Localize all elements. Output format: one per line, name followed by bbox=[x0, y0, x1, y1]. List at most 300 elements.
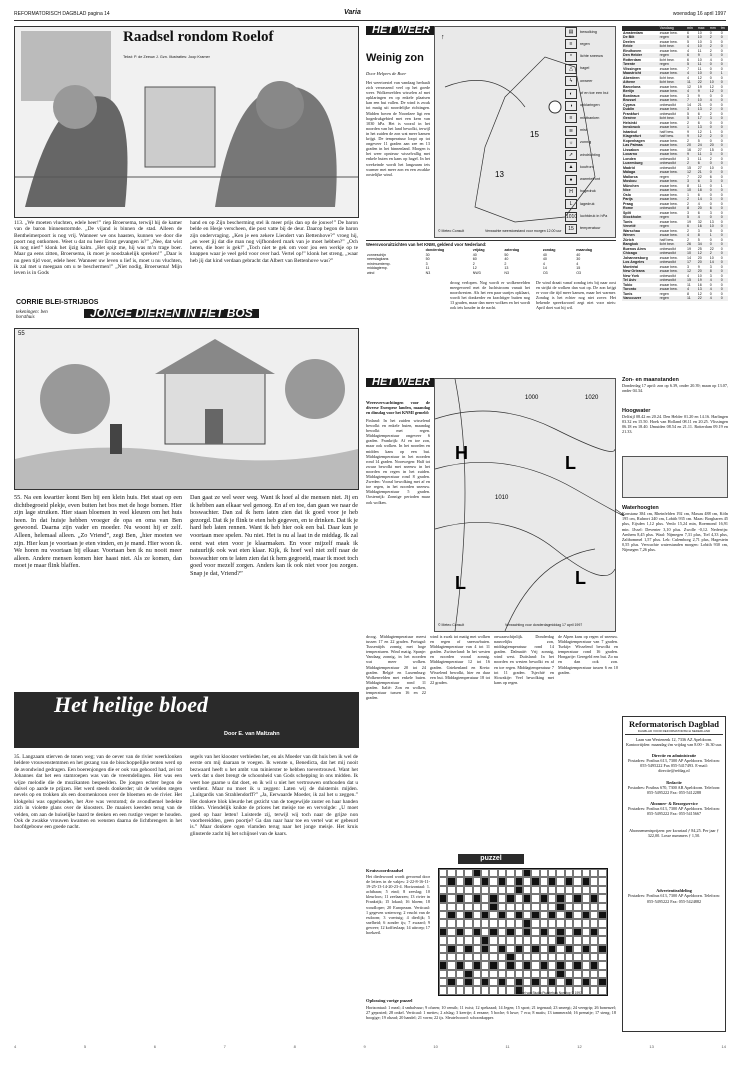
solution-title: Oplossing vorige puzzel bbox=[366, 998, 413, 1003]
city-cell: licht bew. bbox=[659, 75, 675, 80]
crossword-cell[interactable] bbox=[590, 970, 598, 978]
crossword-block bbox=[582, 978, 590, 986]
crossword-cell[interactable] bbox=[590, 869, 598, 877]
crossword-cell[interactable] bbox=[590, 986, 598, 994]
crossword-cell[interactable] bbox=[548, 886, 556, 894]
crossword-cell[interactable] bbox=[515, 970, 523, 978]
folio-number: 14 bbox=[721, 1044, 726, 1049]
crossword-cell[interactable] bbox=[456, 970, 464, 978]
crossword-cell[interactable] bbox=[565, 961, 573, 969]
crossword-cell[interactable] bbox=[598, 936, 606, 944]
crossword-cell[interactable] bbox=[531, 903, 539, 911]
city-cell: 0 bbox=[720, 53, 723, 57]
price-info: Abonnementsprijzen: per kwartaal ƒ 84,25. Per jaar ƒ 322,00. Losse nummers ƒ 1,50. bbox=[629, 828, 719, 839]
crossword-cell[interactable] bbox=[439, 978, 447, 986]
crossword-cell[interactable] bbox=[498, 936, 506, 944]
crossword-cell[interactable] bbox=[598, 970, 606, 978]
crossword-cell[interactable] bbox=[540, 945, 548, 953]
legend-item bbox=[562, 87, 618, 99]
crossword-cell[interactable] bbox=[598, 961, 606, 969]
crossword-cell[interactable] bbox=[590, 953, 598, 961]
forecast-row bbox=[366, 271, 616, 276]
crossword-cell[interactable] bbox=[523, 970, 531, 978]
crossword-cell[interactable] bbox=[481, 928, 489, 936]
weather-logo: HET WEER bbox=[366, 26, 436, 35]
city-cell: 0 bbox=[709, 242, 712, 246]
crossword-cell[interactable] bbox=[506, 970, 514, 978]
crossword-cell[interactable] bbox=[531, 894, 539, 902]
city-cell: regen bbox=[659, 53, 669, 57]
crossword-cell[interactable] bbox=[489, 986, 497, 994]
city-cell: 19 bbox=[697, 84, 702, 89]
crossword-cell[interactable] bbox=[582, 936, 590, 944]
crossword-cell[interactable] bbox=[598, 986, 606, 994]
city-cell: zwaar bew. bbox=[659, 48, 678, 53]
crossword-cell[interactable] bbox=[523, 936, 531, 944]
city-cell: Amsterdam bbox=[623, 30, 643, 35]
crossword-cell[interactable] bbox=[473, 911, 481, 919]
crossword-cell[interactable] bbox=[481, 953, 489, 961]
crossword-cell[interactable] bbox=[531, 886, 539, 894]
crossword-block bbox=[556, 970, 564, 978]
crossword-cell[interactable] bbox=[540, 877, 548, 885]
crossword-block bbox=[464, 945, 472, 953]
crossword-cell[interactable] bbox=[464, 919, 472, 927]
crossword-cell[interactable] bbox=[506, 903, 514, 911]
water-title: Waterhoogten bbox=[622, 505, 659, 512]
crossword-cell[interactable] bbox=[489, 970, 497, 978]
crossword-cell[interactable] bbox=[523, 911, 531, 919]
crossword-cell[interactable] bbox=[565, 886, 573, 894]
crossword-cell[interactable] bbox=[447, 953, 455, 961]
crossword-cell[interactable] bbox=[556, 911, 564, 919]
crossword-cell[interactable] bbox=[531, 961, 539, 969]
city-cell: Warschau bbox=[623, 228, 641, 233]
forecast-day: zaterdag bbox=[504, 248, 520, 252]
crossword-cell[interactable] bbox=[439, 970, 447, 978]
crossword-cell[interactable] bbox=[489, 978, 497, 986]
crossword-cell[interactable] bbox=[548, 961, 556, 969]
crossword-cell[interactable] bbox=[540, 886, 548, 894]
city-cell: 6 bbox=[709, 174, 712, 179]
crossword-cell[interactable] bbox=[531, 970, 539, 978]
crossword-cell[interactable] bbox=[473, 945, 481, 953]
crossword-cell[interactable] bbox=[473, 986, 481, 994]
crossword-cell[interactable] bbox=[456, 945, 464, 953]
city-cell: zwaar bew. bbox=[659, 120, 678, 125]
crossword-cell[interactable] bbox=[447, 894, 455, 902]
weather-legend bbox=[562, 26, 618, 235]
crossword-cell[interactable] bbox=[540, 970, 548, 978]
crossword-cell[interactable] bbox=[481, 919, 489, 927]
page-header bbox=[14, 10, 726, 21]
crossword-cell[interactable] bbox=[573, 919, 581, 927]
crossword-cell[interactable] bbox=[598, 903, 606, 911]
crossword-block bbox=[473, 869, 481, 877]
crossword-cell[interactable] bbox=[531, 869, 539, 877]
strip-illustration bbox=[15, 329, 358, 489]
crossword-cell[interactable] bbox=[456, 911, 464, 919]
crossword-cell[interactable] bbox=[473, 886, 481, 894]
crossword-cell[interactable] bbox=[573, 970, 581, 978]
city-cell: 2 bbox=[709, 107, 712, 111]
crossword-cell[interactable] bbox=[573, 953, 581, 961]
crossword-cell[interactable] bbox=[456, 877, 464, 885]
crossword-cell[interactable] bbox=[540, 978, 548, 986]
crossword-cell[interactable] bbox=[506, 945, 514, 953]
crossword-cell[interactable] bbox=[439, 919, 447, 927]
crossword-cell[interactable] bbox=[582, 970, 590, 978]
crossword-cell[interactable] bbox=[456, 953, 464, 961]
crossword-cell[interactable] bbox=[573, 869, 581, 877]
city-cell: 0 bbox=[720, 215, 723, 219]
city-cell: 0 bbox=[709, 215, 712, 219]
crossword-cell[interactable] bbox=[590, 886, 598, 894]
crossword-cell[interactable] bbox=[598, 953, 606, 961]
city-cell: 0 bbox=[720, 287, 723, 291]
city-cell: Twente bbox=[623, 62, 636, 66]
crossword-block bbox=[506, 894, 514, 902]
crossword-cell[interactable] bbox=[498, 986, 506, 994]
strip-title: JONGE DIEREN IN HET BOS bbox=[84, 309, 259, 318]
city-cell: 1 bbox=[720, 183, 723, 188]
crossword-cell[interactable] bbox=[590, 919, 598, 927]
crossword-cell[interactable] bbox=[456, 936, 464, 944]
crossword-cell[interactable] bbox=[439, 903, 447, 911]
crossword-cell[interactable] bbox=[506, 877, 514, 885]
crossword-cell[interactable] bbox=[565, 894, 573, 902]
city-cell: 0 bbox=[720, 138, 723, 143]
crossword-cell[interactable] bbox=[540, 953, 548, 961]
crossword-cell[interactable] bbox=[556, 886, 564, 894]
city-cell: 4 bbox=[687, 75, 690, 80]
crossword-cell[interactable] bbox=[565, 953, 573, 961]
city-cell: 21 bbox=[697, 102, 702, 107]
crossword-cell[interactable] bbox=[473, 978, 481, 986]
crossword-cell[interactable] bbox=[573, 936, 581, 944]
crossword-cell[interactable] bbox=[548, 936, 556, 944]
crossword-cell[interactable] bbox=[556, 945, 564, 953]
crossword-cell[interactable] bbox=[473, 953, 481, 961]
crossword-block bbox=[582, 877, 590, 885]
crossword-cell[interactable] bbox=[556, 919, 564, 927]
crossword-cell[interactable] bbox=[565, 928, 573, 936]
crossword-cell[interactable] bbox=[447, 919, 455, 927]
city-cell: Bangkok bbox=[623, 242, 639, 246]
crossword-cell[interactable] bbox=[582, 928, 590, 936]
crossword-cell[interactable] bbox=[439, 936, 447, 944]
city-cell: 2 bbox=[709, 48, 712, 53]
crossword-cell[interactable] bbox=[548, 894, 556, 902]
crossword-cell[interactable] bbox=[515, 928, 523, 936]
city-cell: 19 bbox=[687, 219, 692, 224]
crossword-grid[interactable] bbox=[438, 868, 608, 996]
crossword-cell[interactable] bbox=[481, 961, 489, 969]
crossword-cell[interactable] bbox=[515, 903, 523, 911]
crossword-cell[interactable] bbox=[523, 903, 531, 911]
city-cell: 14 bbox=[687, 255, 692, 260]
crossword-cell[interactable] bbox=[598, 928, 606, 936]
crossword-cell[interactable] bbox=[447, 869, 455, 877]
crossword-cell[interactable] bbox=[556, 953, 564, 961]
city-cell: 10 bbox=[697, 30, 702, 35]
crossword-cell[interactable] bbox=[548, 869, 556, 877]
crossword-cell[interactable] bbox=[489, 877, 497, 885]
water-text: Konstanz 384 cm, Rheinfelden 192 cm, Maxau 488 cm, Köln 195 cm, Ruhrort 240 cm, Lobith 935 cm. Maas: Borgharen 45 plus, Eijsden 1,12 plus. Venlo 15,24 min, Roermond 16,91 min. IJssel: Deventer 3,10 plus. Zwolle -0,12. Nederrijn: Arnhem 8,45 plus. Waal: Nijmegen 7,31 plus, Tiel 4,33 plus, Zaltbommel 1,57 plus. Lek: Culemborg 2,71 plus, Hagestein 0,55 plus. Verwachte waterstanden morgen: Lobith 930 cm, Nijmegen 7,26 plus. bbox=[622, 511, 728, 552]
crossword-cell[interactable] bbox=[598, 919, 606, 927]
crossword-cell[interactable] bbox=[590, 978, 598, 986]
crossword-cell[interactable] bbox=[489, 869, 497, 877]
crossword-cell[interactable] bbox=[582, 869, 590, 877]
crossword-cell[interactable] bbox=[506, 911, 514, 919]
crossword-cell[interactable] bbox=[515, 953, 523, 961]
crossword-cell[interactable] bbox=[439, 869, 447, 877]
crossword-cell[interactable] bbox=[439, 886, 447, 894]
crossword-cell[interactable] bbox=[523, 945, 531, 953]
crossword-cell[interactable] bbox=[464, 936, 472, 944]
crossword-cell[interactable] bbox=[464, 986, 472, 994]
city-cell: 1 bbox=[709, 129, 712, 134]
crossword-cell[interactable] bbox=[498, 919, 506, 927]
legend-item bbox=[562, 124, 618, 136]
crossword-cell[interactable] bbox=[464, 894, 472, 902]
crossword-cell[interactable] bbox=[523, 953, 531, 961]
crossword-cell[interactable] bbox=[456, 903, 464, 911]
crossword-cell[interactable] bbox=[498, 970, 506, 978]
crossword-cell[interactable] bbox=[590, 936, 598, 944]
crossword-cell[interactable] bbox=[473, 970, 481, 978]
crossword-cell[interactable] bbox=[556, 978, 564, 986]
crossword-cell[interactable] bbox=[473, 919, 481, 927]
crossword-cell[interactable] bbox=[531, 928, 539, 936]
legend-icon: ▲ bbox=[565, 162, 577, 172]
city-table-header: min bbox=[687, 26, 693, 30]
crossword-cell[interactable] bbox=[598, 877, 606, 885]
crossword-cell[interactable] bbox=[456, 978, 464, 986]
crossword-cell[interactable] bbox=[582, 986, 590, 994]
crossword-cell[interactable] bbox=[481, 894, 489, 902]
crossword-block bbox=[565, 877, 573, 885]
crossword-block bbox=[481, 945, 489, 953]
crossword-cell[interactable] bbox=[456, 919, 464, 927]
forecast-row-label: neerslagkans bbox=[367, 257, 389, 261]
legend-label: zonnig bbox=[580, 140, 592, 145]
city-cell: Los Angeles bbox=[623, 260, 645, 264]
crossword-block bbox=[523, 928, 531, 936]
crossword-cell[interactable] bbox=[498, 869, 506, 877]
crossword-cell[interactable] bbox=[590, 945, 598, 953]
city-cell: zwaar bew. bbox=[659, 264, 678, 269]
city-cell: 0 bbox=[709, 71, 712, 75]
crossword-cell[interactable] bbox=[489, 945, 497, 953]
crossword-cell[interactable] bbox=[540, 919, 548, 927]
crossword-cell[interactable] bbox=[598, 886, 606, 894]
crossword-cell[interactable] bbox=[573, 903, 581, 911]
crossword-cell[interactable] bbox=[531, 936, 539, 944]
crossword-cell[interactable] bbox=[439, 953, 447, 961]
crossword-cell[interactable] bbox=[540, 869, 548, 877]
crossword-block bbox=[523, 869, 531, 877]
crossword-cell[interactable] bbox=[447, 961, 455, 969]
crossword-cell[interactable] bbox=[473, 936, 481, 944]
city-cell: 19 bbox=[687, 246, 692, 251]
puzzle-title: puzzel bbox=[458, 854, 524, 864]
crossword-cell[interactable] bbox=[498, 928, 506, 936]
crossword-cell[interactable] bbox=[548, 919, 556, 927]
crossword-cell[interactable] bbox=[515, 869, 523, 877]
crossword-cell[interactable] bbox=[590, 877, 598, 885]
crossword-cell[interactable] bbox=[506, 919, 514, 927]
city-cell: 0 bbox=[709, 125, 712, 129]
crossword-cell[interactable] bbox=[573, 945, 581, 953]
crossword-cell[interactable] bbox=[582, 894, 590, 902]
crossword-cell[interactable] bbox=[447, 986, 455, 994]
crossword-cell[interactable] bbox=[515, 961, 523, 969]
crossword-block bbox=[548, 877, 556, 885]
section-title: Varia bbox=[344, 9, 361, 16]
crossword-cell[interactable] bbox=[447, 970, 455, 978]
crossword-cell[interactable] bbox=[498, 953, 506, 961]
crossword-cell[interactable] bbox=[481, 869, 489, 877]
crossword-cell[interactable] bbox=[506, 936, 514, 944]
crossword-cell[interactable] bbox=[565, 869, 573, 877]
crossword-cell[interactable] bbox=[498, 961, 506, 969]
crossword-cell[interactable] bbox=[515, 919, 523, 927]
crossword-cell[interactable] bbox=[515, 936, 523, 944]
crossword-cell[interactable] bbox=[540, 936, 548, 944]
crossword-cell[interactable] bbox=[573, 978, 581, 986]
crossword-cell[interactable] bbox=[489, 919, 497, 927]
crossword-cell[interactable] bbox=[447, 928, 455, 936]
crossword-cell[interactable] bbox=[556, 877, 564, 885]
crossword-cell[interactable] bbox=[447, 936, 455, 944]
crossword-cell[interactable] bbox=[556, 869, 564, 877]
crossword-cell[interactable] bbox=[582, 903, 590, 911]
crossword-cell[interactable] bbox=[439, 986, 447, 994]
city-cell: zwaar bew. bbox=[659, 219, 678, 224]
crossword-cell[interactable] bbox=[473, 877, 481, 885]
city-cell: 0 bbox=[720, 147, 723, 152]
crossword-block bbox=[456, 961, 464, 969]
crossword-cell[interactable] bbox=[481, 986, 489, 994]
crossword-cell[interactable] bbox=[481, 903, 489, 911]
crossword-cell[interactable] bbox=[498, 894, 506, 902]
city-cell: 6 bbox=[697, 192, 700, 197]
crossword-cell[interactable] bbox=[523, 877, 531, 885]
legend-icon: 1010 bbox=[566, 213, 578, 220]
crossword-cell[interactable] bbox=[489, 953, 497, 961]
crossword-cell[interactable] bbox=[506, 986, 514, 994]
crossword-cell[interactable] bbox=[540, 903, 548, 911]
crossword-cell[interactable] bbox=[565, 903, 573, 911]
crossword-cell[interactable] bbox=[565, 936, 573, 944]
crossword-cell[interactable] bbox=[598, 894, 606, 902]
city-cell: Londen bbox=[623, 156, 636, 161]
crossword-cell[interactable] bbox=[464, 869, 472, 877]
svg-text:15: 15 bbox=[530, 130, 539, 139]
city-cell: zwaar bew. bbox=[659, 152, 678, 156]
crossword-cell[interactable] bbox=[548, 903, 556, 911]
city-cell: 4 bbox=[709, 287, 712, 291]
crossword-cell[interactable] bbox=[506, 869, 514, 877]
crossword-cell[interactable] bbox=[573, 877, 581, 885]
city-cell: zwaar bew. bbox=[659, 197, 678, 201]
crossword-cell[interactable] bbox=[489, 936, 497, 944]
city-cell: 12 bbox=[687, 269, 692, 273]
crossword-cell[interactable] bbox=[464, 886, 472, 894]
crossword-cell[interactable] bbox=[506, 886, 514, 894]
crossword-cell[interactable] bbox=[582, 953, 590, 961]
crossword-cell[interactable] bbox=[548, 953, 556, 961]
crossword-cell[interactable] bbox=[582, 919, 590, 927]
crossword-cell[interactable] bbox=[456, 986, 464, 994]
city-cell: onbewolkt bbox=[659, 111, 676, 116]
crossword-cell[interactable] bbox=[498, 886, 506, 894]
crossword-cell[interactable] bbox=[439, 945, 447, 953]
crossword-cell[interactable] bbox=[573, 886, 581, 894]
crossword-cell[interactable] bbox=[531, 953, 539, 961]
crossword-cell[interactable] bbox=[464, 903, 472, 911]
crossword-cell[interactable] bbox=[473, 903, 481, 911]
crossword-cell[interactable] bbox=[439, 911, 447, 919]
crossword-cell[interactable] bbox=[456, 886, 464, 894]
crossword-cell[interactable] bbox=[515, 894, 523, 902]
crossword-cell[interactable] bbox=[548, 970, 556, 978]
crossword-cell[interactable] bbox=[447, 886, 455, 894]
crossword-cell[interactable] bbox=[464, 953, 472, 961]
crossword-block bbox=[439, 928, 447, 936]
crossword-cell[interactable] bbox=[456, 869, 464, 877]
crossword-block bbox=[598, 911, 606, 919]
city-cell: 8 bbox=[687, 291, 690, 296]
crossword-cell[interactable] bbox=[506, 978, 514, 986]
crossword-cell[interactable] bbox=[573, 911, 581, 919]
city-cell: 0 bbox=[720, 201, 723, 206]
city-cell: 4 bbox=[709, 278, 712, 282]
crossword-cell[interactable] bbox=[481, 886, 489, 894]
city-cell: regen bbox=[659, 224, 669, 228]
city-cell: 10 bbox=[709, 80, 714, 84]
crossword-cell[interactable] bbox=[531, 919, 539, 927]
city-cell: Tunis bbox=[623, 291, 633, 296]
crossword-cell[interactable] bbox=[489, 886, 497, 894]
city-cell: 9 bbox=[697, 89, 700, 93]
crossword-cell[interactable] bbox=[590, 911, 598, 919]
crossword-cell[interactable] bbox=[523, 886, 531, 894]
city-cell: 16 bbox=[687, 147, 692, 152]
crossword-cell[interactable] bbox=[464, 928, 472, 936]
crossword-cell[interactable] bbox=[447, 903, 455, 911]
crossword-cell[interactable] bbox=[498, 903, 506, 911]
crossword-cell[interactable] bbox=[540, 911, 548, 919]
crossword-cell[interactable] bbox=[598, 869, 606, 877]
forecast-cell: 40 bbox=[542, 257, 547, 261]
crossword-cell[interactable] bbox=[439, 877, 447, 885]
crossword-cell[interactable] bbox=[582, 961, 590, 969]
city-cell: Genève bbox=[623, 116, 636, 120]
crossword-cell[interactable] bbox=[548, 928, 556, 936]
crossword-cell[interactable] bbox=[481, 970, 489, 978]
colophon-title: Reformatorisch Dagblad bbox=[629, 719, 719, 729]
city-cell: 7 bbox=[687, 98, 690, 102]
crossword-cell[interactable] bbox=[464, 961, 472, 969]
crossword-cell[interactable] bbox=[489, 911, 497, 919]
crossword-cell[interactable] bbox=[523, 978, 531, 986]
crossword-cell[interactable] bbox=[565, 970, 573, 978]
crossword-cell[interactable] bbox=[565, 919, 573, 927]
crossword-cell[interactable] bbox=[590, 903, 598, 911]
crossword-cell[interactable] bbox=[582, 886, 590, 894]
